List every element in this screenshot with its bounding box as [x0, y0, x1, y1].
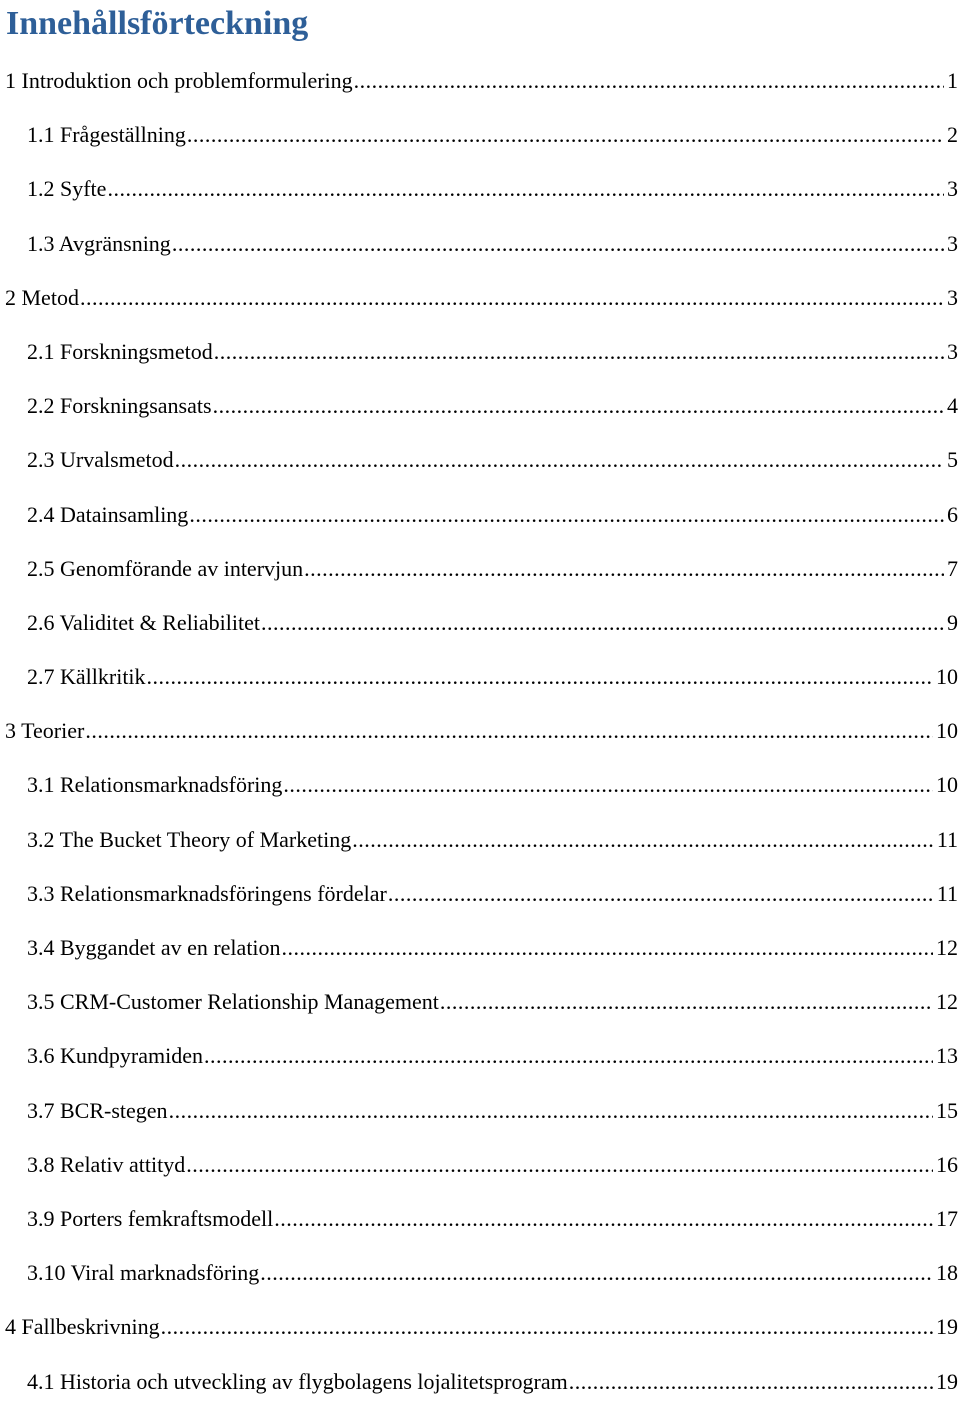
toc-entry[interactable] — [0, 1246, 960, 1300]
toc-entry-page-number: 10 — [936, 772, 958, 798]
toc-entry-page-number: 6 — [947, 501, 958, 527]
toc-entry-page-number: 7 — [947, 555, 958, 581]
toc-dot-leader — [147, 650, 933, 704]
toc-dot-leader — [189, 488, 944, 542]
toc-entry-page-number: 3 — [947, 284, 958, 310]
toc-entry-label: 2.4 Datainsamling — [27, 501, 189, 527]
toc-dot-leader — [282, 921, 933, 975]
toc-entry-label: 2.3 Urvalsmetod — [27, 447, 174, 473]
toc-dot-leader — [213, 379, 944, 433]
toc-entry[interactable] — [0, 1084, 960, 1138]
toc-entry[interactable] — [0, 108, 960, 162]
toc-entry-page-number: 16 — [936, 1151, 958, 1177]
toc-entry[interactable] — [0, 488, 960, 542]
toc-entry[interactable] — [0, 704, 960, 758]
toc-entry-label: 3.3 Relationsmarknadsföringens fördelar — [27, 880, 387, 906]
toc-entry-label: 3.7 BCR-stegen — [27, 1097, 168, 1123]
toc-entry-page-number: 3 — [947, 230, 958, 256]
toc-entry-page-number: 10 — [936, 718, 958, 744]
toc-dot-leader — [161, 1300, 933, 1354]
toc-entry-label: 1 Introduktion och problemformulering — [5, 68, 353, 93]
toc-dot-leader — [388, 867, 934, 921]
toc-dot-leader — [187, 108, 944, 162]
toc-entry-page-number: 19 — [936, 1314, 958, 1340]
toc-entry-label: 3.1 Relationsmarknadsföring — [27, 772, 283, 798]
toc-dot-leader — [85, 704, 933, 758]
toc-entry-page-number: 1 — [947, 68, 958, 93]
toc-entry-label: 2.1 Forskningsmetod — [27, 338, 213, 364]
toc-entry-label: 2.2 Forskningsansats — [27, 393, 212, 419]
toc-entry[interactable] — [0, 1300, 960, 1354]
toc-entry-page-number: 12 — [936, 935, 958, 960]
toc-entry-page-number: 5 — [947, 447, 958, 473]
toc-entry-label: 2 Metod — [5, 284, 79, 310]
toc-entry-label: 4 Fallbeskrivning — [5, 1314, 160, 1340]
toc-dot-leader — [204, 1029, 933, 1083]
toc-dot-leader — [354, 54, 944, 108]
toc-entry-page-number: 18 — [936, 1260, 958, 1286]
toc-entry-page-number: 11 — [936, 880, 958, 906]
toc-entry-label: 3.9 Porters femkraftsmodell — [27, 1205, 274, 1231]
toc-entry-page-number: 15 — [936, 1097, 958, 1123]
toc-entry-page-number: 11 — [936, 826, 958, 852]
toc-entry-page-number: 3 — [947, 338, 958, 364]
toc-dot-leader — [260, 1246, 933, 1300]
toc-entry-label: 3.6 Kundpyramiden — [27, 1043, 203, 1069]
toc-entry[interactable] — [0, 217, 960, 271]
toc-entry[interactable] — [0, 54, 960, 108]
toc-entry[interactable] — [0, 758, 960, 812]
toc-dot-leader — [214, 325, 944, 379]
toc-entry[interactable] — [0, 162, 960, 216]
toc-entry-label: 4.1 Historia och utveckling av flygbolagens lojalitetsprogram — [27, 1368, 568, 1394]
toc-entry-label: 3 Teorier — [5, 718, 85, 744]
toc-entry[interactable] — [0, 433, 960, 487]
toc-entry-page-number: 3 — [947, 176, 958, 202]
toc-dot-leader — [304, 542, 944, 596]
toc-entry-label: 1.1 Frågeställning — [27, 122, 186, 148]
toc-entry-label: 2.6 Validitet & Reliabilitet — [27, 609, 261, 635]
toc-entry-label: 1.2 Syfte — [27, 176, 107, 202]
toc-entry[interactable] — [0, 596, 960, 650]
toc-entry[interactable] — [0, 271, 960, 325]
toc-dot-leader — [569, 1355, 933, 1409]
toc-entry[interactable] — [0, 867, 960, 921]
toc-entry-page-number: 2 — [947, 122, 958, 148]
toc-entry-label: 2.5 Genomförande av intervjun — [27, 555, 304, 581]
toc-entry-label: 1.3 Avgränsning — [27, 230, 171, 256]
toc-list — [0, 54, 960, 1409]
toc-dot-leader — [172, 217, 944, 271]
toc-entry-page-number: 9 — [947, 609, 958, 635]
toc-entry-label: 3.10 Viral marknadsföring — [27, 1260, 260, 1286]
toc-entry-page-number: 19 — [936, 1368, 958, 1394]
toc-entry-label: 3.8 Relativ attityd — [27, 1151, 186, 1177]
toc-entry-page-number: 10 — [936, 664, 958, 690]
toc-entry[interactable] — [0, 975, 960, 1029]
toc-dot-leader — [283, 758, 933, 812]
toc-entry[interactable] — [0, 542, 960, 596]
toc-dot-leader — [175, 433, 944, 487]
toc-entry[interactable] — [0, 1029, 960, 1083]
toc-dot-leader — [107, 162, 944, 216]
toc-dot-leader — [80, 271, 944, 325]
toc-entry-page-number: 4 — [947, 393, 958, 419]
toc-dot-leader — [352, 813, 934, 867]
toc-dot-leader — [261, 596, 944, 650]
toc-entry[interactable] — [0, 325, 960, 379]
toc-dot-leader — [186, 1138, 933, 1192]
toc-entry[interactable] — [0, 1192, 960, 1246]
toc-dot-leader — [440, 975, 933, 1029]
toc-entry-label: 3.2 The Bucket Theory of Marketing — [27, 826, 352, 852]
toc-entry[interactable] — [0, 379, 960, 433]
toc-entry[interactable] — [0, 1138, 960, 1192]
toc-entry-label: 2.7 Källkritik — [27, 664, 146, 690]
toc-entry-label: 3.5 CRM-Customer Relationship Management — [27, 989, 439, 1015]
toc-entry-label: 3.4 Byggandet av en relation — [27, 935, 281, 960]
toc-entry-page-number: 17 — [936, 1205, 958, 1231]
toc-dot-leader — [169, 1084, 933, 1138]
toc-dot-leader — [274, 1192, 933, 1246]
toc-entry[interactable] — [0, 650, 960, 704]
toc-heading: Innehållsförteckning — [6, 5, 309, 42]
toc-entry[interactable] — [0, 1355, 960, 1409]
toc-entry[interactable] — [0, 921, 960, 975]
toc-entry-page-number: 13 — [936, 1043, 958, 1069]
toc-entry-page-number: 12 — [936, 989, 958, 1015]
toc-entry[interactable] — [0, 813, 960, 867]
